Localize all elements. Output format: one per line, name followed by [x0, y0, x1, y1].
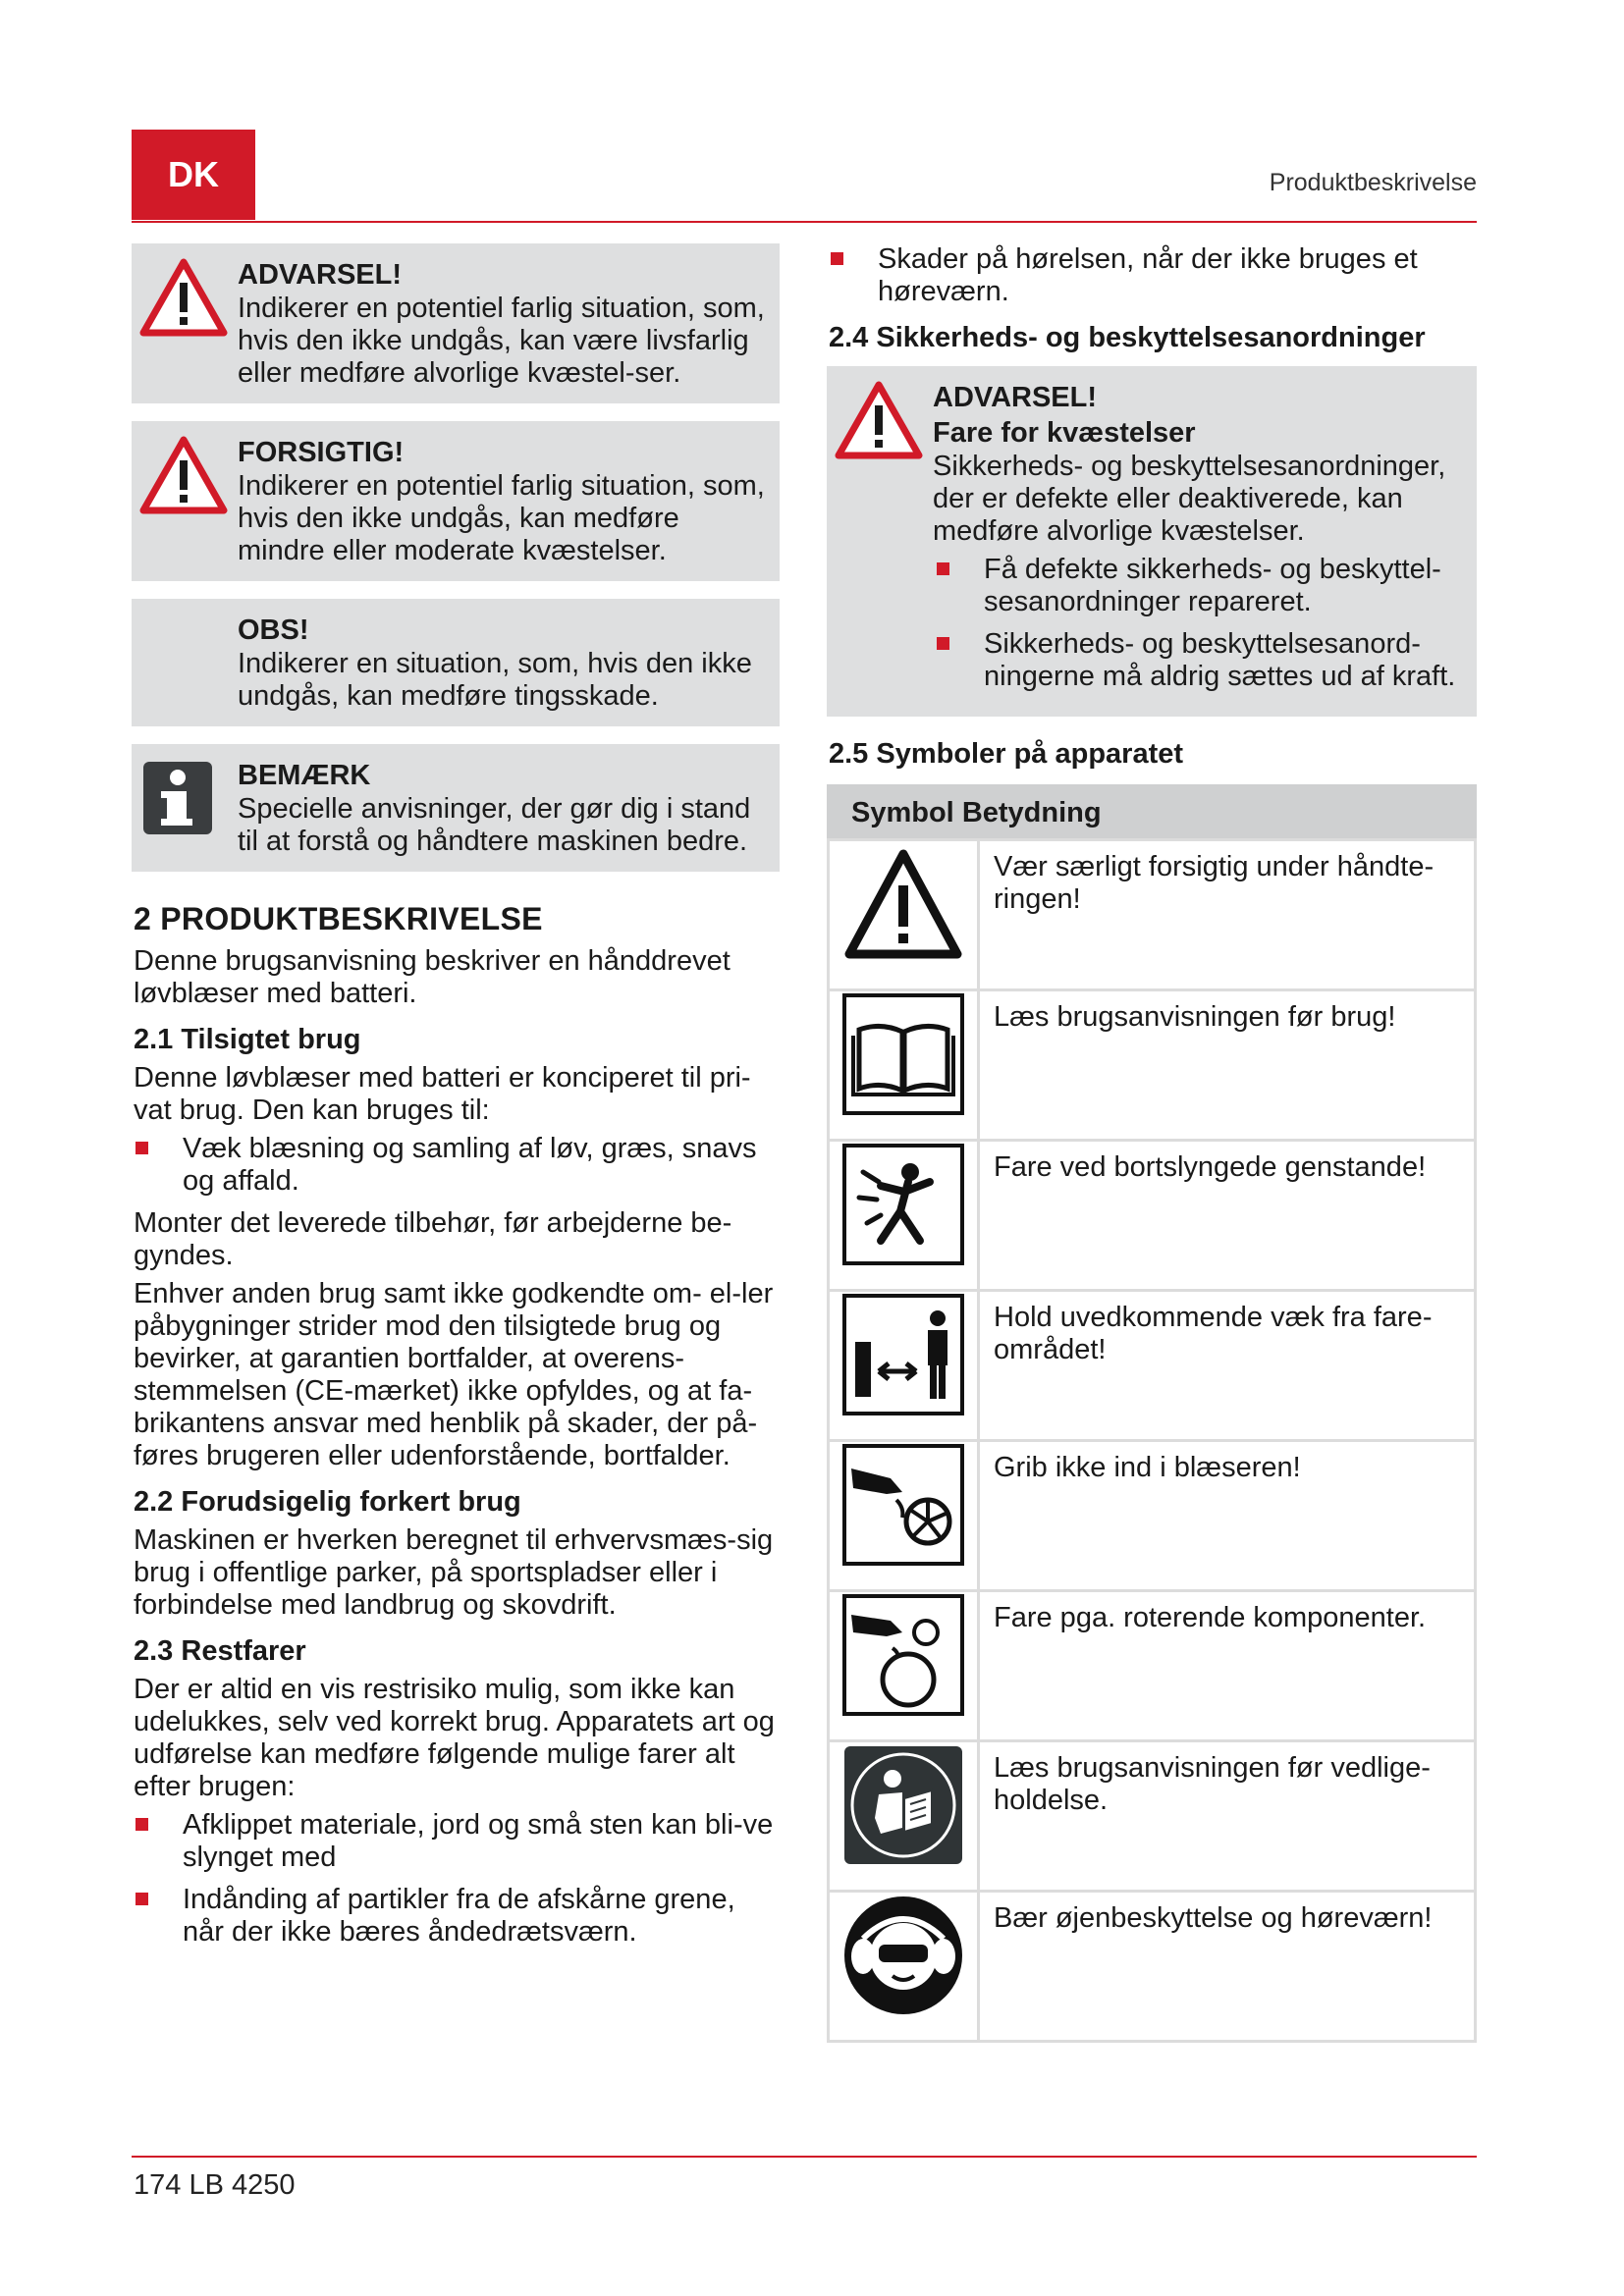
notice-warning-injury [827, 366, 1477, 717]
notice-subtitle: Fare for kvæstelser [933, 417, 1196, 449]
meaning-cell: Grib ikke ind i blæseren! [979, 1441, 1476, 1591]
symbol-cell [829, 1441, 979, 1591]
notice-title: BEMÆRK [238, 760, 371, 791]
table-header [829, 786, 1476, 840]
list-item: Sikkerheds- og beskyttelsesanord-ningerne må aldrig sættes ud af kraft. [933, 628, 1463, 693]
list-item: Få defekte sikkerheds- og beskyttel-sesanordninger repareret. [933, 554, 1463, 618]
hand-fan-icon [841, 1443, 965, 1567]
table-row [829, 990, 1476, 1141]
warning-triangle-icon [139, 435, 228, 515]
left-column [132, 243, 780, 1958]
list-item: Afklippet materiale, jord og små sten kan bli-ve slynget med [132, 1809, 780, 1874]
page-footer: 174 LB 4250 [134, 2169, 296, 2201]
subsection-heading: 2.5 Symboler på apparatet [829, 738, 1184, 770]
table-row [829, 1291, 1476, 1441]
read-manual-person-icon [841, 1743, 965, 1867]
table-row [829, 1741, 1476, 1892]
language-badge: DK [132, 130, 255, 220]
notice-note [132, 744, 780, 872]
list-item: Skader på hørelsen, når der ikke bruges et høreværn. [827, 243, 1477, 308]
eye-ear-protection-icon [841, 1894, 965, 2017]
symbol-cell [829, 990, 979, 1141]
table-header-row [829, 786, 1476, 840]
paragraph: Maskinen er hverken beregnet til erhvervsmæs-sig brug i offentlige parker, på sportspladser eller i forbindelse med landbrug og skovdrift. [134, 1524, 774, 1621]
meaning-cell: Fare ved bortslyngede genstande! [979, 1141, 1476, 1291]
paragraph: Monter det leverede tilbehør, før arbejderne be-gyndes. [134, 1207, 732, 1271]
symbol-cell [829, 1291, 979, 1441]
symbols-table [827, 784, 1477, 2043]
notice-title: FORSIGTIG! [238, 437, 405, 468]
header-symbol: Symbol [851, 796, 954, 828]
running-header: Produktbeskrivelse [1269, 169, 1477, 196]
keep-distance-icon [841, 1293, 965, 1416]
rotating-parts-icon [841, 1593, 965, 1717]
meaning-cell: Fare pga. roterende komponenter. [979, 1591, 1476, 1741]
warning-triangle-icon [139, 257, 228, 338]
table-row [829, 1892, 1476, 2042]
read-manual-book-icon [841, 992, 965, 1116]
table-row [829, 1141, 1476, 1291]
list-item: Væk blæsning og samling af løv, græs, snavs og affald. [132, 1133, 780, 1198]
paragraph: Denne brugsanvisning beskriver en hånddrevet løvblæser med batteri. [134, 945, 731, 1009]
bullet-list [132, 1133, 780, 1198]
bullet-list [827, 243, 1477, 308]
paragraph: Der er altid en vis restrisiko mulig, som ikke kan udelukkes, selv ved korrekt brug. Apparatets art og udførelse kan medføre følgende mulige farer alt efter brugen: [134, 1674, 775, 1802]
symbol-cell [829, 1892, 979, 2042]
meaning-cell: Hold uvedkommende væk fra fare-området! [979, 1291, 1476, 1441]
symbol-cell [829, 1741, 979, 1892]
meaning-cell: Vær særligt forsigtig under håndte-ringen! [979, 840, 1476, 990]
table-row [829, 1591, 1476, 1741]
symbol-cell [829, 1141, 979, 1291]
header-rule [132, 221, 1477, 223]
notice-obs [132, 599, 780, 726]
thrown-objects-icon [841, 1143, 965, 1266]
symbol-cell [829, 1591, 979, 1741]
bullet-list [132, 1809, 780, 1949]
notice-text: Specielle anvisninger, der gør dig i stand til at forstå og håndtere maskinen bedre. [238, 793, 751, 857]
list-item: Indånding af partikler fra de afskårne grene, når der ikke bæres åndedrætsværn. [132, 1884, 780, 1949]
info-icon [139, 758, 228, 838]
section-heading: 2 PRODUKTBESKRIVELSE [134, 901, 543, 936]
warning-triangle-icon [835, 380, 923, 460]
notice-title: ADVARSEL! [933, 382, 1098, 413]
bullet-list [933, 554, 1463, 693]
notice-text: Indikerer en potentiel farlig situation, som, hvis den ikke undgås, kan være livsfarlig eller medføre alvorlige kvæstel-ser. [238, 293, 765, 389]
notice-text: Indikerer en potentiel farlig situation, som, hvis den ikke undgås, kan medføre mindre eller moderate kvæstelser. [238, 470, 765, 566]
notice-warning [132, 243, 780, 403]
table-row [829, 1441, 1476, 1591]
meaning-cell: Læs brugsanvisningen før brug! [979, 990, 1476, 1141]
notice-title: ADVARSEL! [238, 259, 403, 291]
meaning-cell: Læs brugsanvisningen før vedlige-holdelse. [979, 1741, 1476, 1892]
subsection-heading: 2.3 Restfarer [134, 1635, 306, 1667]
notice-text: Sikkerheds- og beskyttelsesanordninger, der er defekte eller deaktiverede, kan medføre alvorlige kvæstelser. [933, 451, 1446, 547]
footer-rule [132, 2156, 1477, 2158]
notice-text: Indikerer en situation, som, hvis den ikke undgås, kan medføre tingsskade. [238, 648, 752, 712]
right-column [827, 243, 1477, 2043]
table-row [829, 840, 1476, 990]
symbol-cell [829, 840, 979, 990]
header-meaning: Betydning [961, 796, 1102, 828]
subsection-heading: 2.2 Forudsigelig forkert brug [134, 1486, 521, 1518]
meaning-cell: Bær øjenbeskyttelse og høreværn! [979, 1892, 1476, 2042]
subsection-heading: 2.4 Sikkerheds- og beskyttelsesanordninger [829, 322, 1426, 353]
notice-title: OBS! [238, 614, 309, 646]
paragraph: Denne løvblæser med batteri er konciperet til pri-vat brug. Den kan bruges til: [134, 1062, 751, 1126]
subsection-heading: 2.1 Tilsigtet brug [134, 1024, 361, 1055]
notice-caution [132, 421, 780, 581]
paragraph: Enhver anden brug samt ikke godkendte om- el-ler påbygninger strider mod den tilsigtede brug og bevirker, at garantien bortfalder, at overens-stemmelsen (CE-mærket) ikke opfyldes, og at fa-brikantens ansvar med henblik på skader, der på-føres brugeren eller udenforstående, bortfalder. [134, 1278, 774, 1471]
warning-triangle-icon [841, 842, 965, 966]
